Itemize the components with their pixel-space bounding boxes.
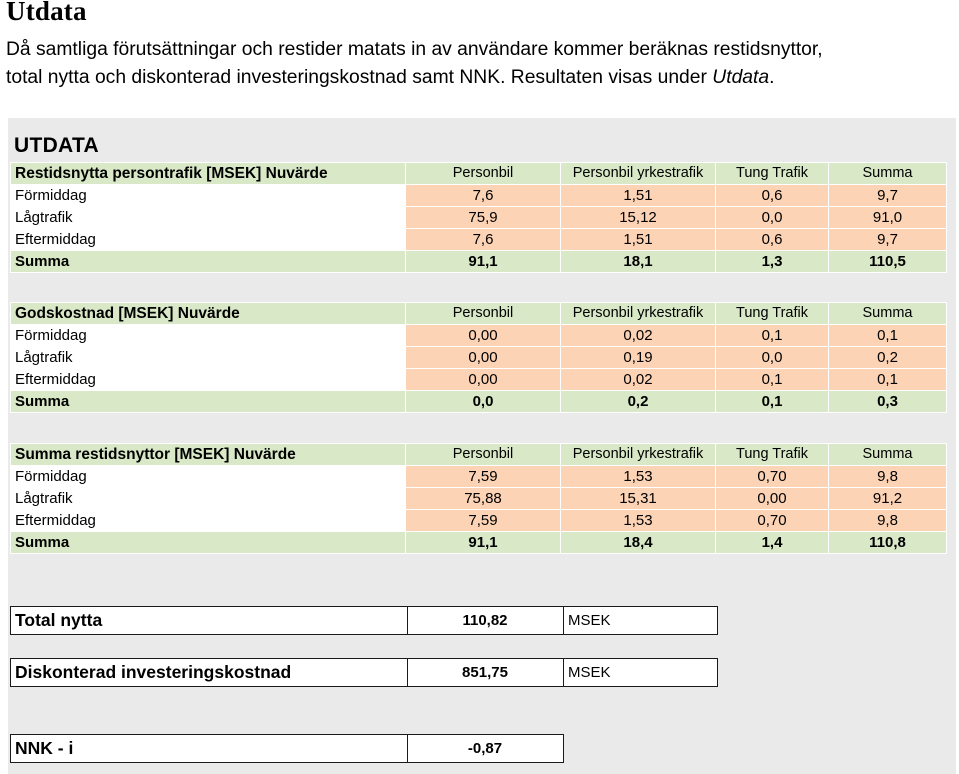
table-header-row bbox=[11, 163, 947, 185]
column-header: Tung Trafik bbox=[716, 444, 829, 466]
cell-value: 91,0 bbox=[829, 207, 947, 229]
cell-value: 0,00 bbox=[406, 325, 561, 347]
sum-row bbox=[11, 532, 947, 554]
row-label: Eftermiddag bbox=[11, 229, 406, 251]
cell-value: 9,7 bbox=[829, 229, 947, 251]
table-row bbox=[11, 325, 947, 347]
table-row bbox=[11, 347, 947, 369]
table-title: Restidsnytta persontrafik [MSEK] Nuvärde bbox=[11, 163, 406, 185]
sum-value: 1,3 bbox=[716, 251, 829, 273]
column-header: Summa bbox=[829, 303, 947, 325]
table-header-row bbox=[11, 444, 947, 466]
cell-value: 0,0 bbox=[716, 207, 829, 229]
cell-value: 0,1 bbox=[716, 369, 829, 391]
table-row bbox=[11, 185, 947, 207]
table-row bbox=[11, 466, 947, 488]
sum-value: 91,1 bbox=[406, 251, 561, 273]
table-row bbox=[11, 229, 947, 251]
table-row bbox=[11, 369, 947, 391]
table-row bbox=[11, 510, 947, 532]
cell-value: 0,00 bbox=[716, 488, 829, 510]
cell-value: 9,7 bbox=[829, 185, 947, 207]
row-label: Förmiddag bbox=[11, 325, 406, 347]
column-header: Summa bbox=[829, 163, 947, 185]
intro-line-1: Då samtliga förutsättningar och restider matats in av användare kommer beräknas restidsnyttor, bbox=[6, 39, 823, 60]
cell-value: 7,59 bbox=[406, 466, 561, 488]
table-row bbox=[11, 207, 947, 229]
cell-value: 0,0 bbox=[716, 347, 829, 369]
cell-value: 0,1 bbox=[716, 325, 829, 347]
cell-value: 0,2 bbox=[829, 347, 947, 369]
sum-value: 1,4 bbox=[716, 532, 829, 554]
sum-value: 0,2 bbox=[561, 391, 716, 413]
sum-value: 0,0 bbox=[406, 391, 561, 413]
diskonterad-unit: MSEK bbox=[568, 664, 611, 681]
table-header-row bbox=[11, 303, 947, 325]
sum-label: Summa bbox=[11, 391, 406, 413]
column-header: Tung Trafik bbox=[716, 303, 829, 325]
cell-value: 0,00 bbox=[406, 347, 561, 369]
cell-value: 0,1 bbox=[829, 325, 947, 347]
column-header: Personbil bbox=[406, 163, 561, 185]
godskostnad-table bbox=[10, 302, 947, 413]
cell-value: 15,12 bbox=[561, 207, 716, 229]
nnk-label: NNK - i bbox=[15, 738, 74, 758]
intro-period: . bbox=[769, 67, 775, 88]
cell-value: 9,8 bbox=[829, 466, 947, 488]
cell-value: 7,6 bbox=[406, 185, 561, 207]
sum-row bbox=[11, 391, 947, 413]
restidsnytta-table bbox=[10, 162, 947, 273]
row-label: Förmiddag bbox=[11, 185, 406, 207]
total-nytta-label: Total nytta bbox=[15, 610, 103, 630]
intro-emphasis: Utdata bbox=[712, 67, 770, 88]
sum-value: 110,8 bbox=[829, 532, 947, 554]
sum-row bbox=[11, 251, 947, 273]
diskonterad-value: 851,75 bbox=[462, 664, 508, 681]
cell-value: 91,2 bbox=[829, 488, 947, 510]
sum-value: 91,1 bbox=[406, 532, 561, 554]
sum-value: 18,1 bbox=[561, 251, 716, 273]
column-header: Tung Trafik bbox=[716, 163, 829, 185]
nnk-box bbox=[10, 734, 564, 763]
intro-line-2: total nytta och diskonterad investeringskostnad samt NNK. Resultaten visas under bbox=[6, 67, 713, 88]
cell-value: 1,53 bbox=[561, 510, 716, 532]
total-nytta-box bbox=[10, 606, 718, 635]
sum-label: Summa bbox=[11, 251, 406, 273]
cell-value: 7,6 bbox=[406, 229, 561, 251]
cell-value: 0,6 bbox=[716, 185, 829, 207]
table-title: Summa restidsnyttor [MSEK] Nuvärde bbox=[11, 444, 406, 466]
cell-value: 0,6 bbox=[716, 229, 829, 251]
cell-value: 9,8 bbox=[829, 510, 947, 532]
cell-value: 0,00 bbox=[406, 369, 561, 391]
nnk-value: -0,87 bbox=[467, 740, 503, 757]
column-header: Personbil yrkestrafik bbox=[561, 303, 716, 325]
row-label: Eftermiddag bbox=[11, 510, 406, 532]
cell-value: 0,02 bbox=[561, 325, 716, 347]
column-header: Personbil yrkestrafik bbox=[561, 163, 716, 185]
diskonterad-box bbox=[10, 658, 718, 687]
cell-value: 75,88 bbox=[406, 488, 561, 510]
row-label: Lågtrafik bbox=[11, 488, 406, 510]
sum-value: 0,1 bbox=[716, 391, 829, 413]
cell-value: 0,70 bbox=[716, 510, 829, 532]
sum-value: 0,3 bbox=[829, 391, 947, 413]
cell-value: 0,19 bbox=[561, 347, 716, 369]
cell-value: 75,9 bbox=[406, 207, 561, 229]
total-nytta-unit: MSEK bbox=[568, 612, 611, 629]
sum-value: 110,5 bbox=[829, 251, 947, 273]
row-label: Lågtrafik bbox=[11, 347, 406, 369]
cell-value: 1,53 bbox=[561, 466, 716, 488]
cell-value: 0,02 bbox=[561, 369, 716, 391]
cell-value: 0,70 bbox=[716, 466, 829, 488]
row-label: Lågtrafik bbox=[11, 207, 406, 229]
row-label: Eftermiddag bbox=[11, 369, 406, 391]
cell-value: 15,31 bbox=[561, 488, 716, 510]
cell-value: 7,59 bbox=[406, 510, 561, 532]
section-heading: Utdata bbox=[6, 0, 87, 26]
row-label: Förmiddag bbox=[11, 466, 406, 488]
table-row bbox=[11, 488, 947, 510]
sheet-title: UTDATA bbox=[14, 134, 100, 157]
column-header: Personbil bbox=[406, 444, 561, 466]
cell-value: 1,51 bbox=[561, 185, 716, 207]
column-header: Personbil bbox=[406, 303, 561, 325]
diskonterad-label: Diskonterad investeringskostnad bbox=[15, 662, 292, 682]
cell-value: 0,1 bbox=[829, 369, 947, 391]
table-title: Godskostnad [MSEK] Nuvärde bbox=[11, 303, 406, 325]
column-header: Summa bbox=[829, 444, 947, 466]
intro-paragraph bbox=[6, 36, 956, 92]
total-nytta-value: 110,82 bbox=[462, 612, 508, 629]
column-header: Personbil yrkestrafik bbox=[561, 444, 716, 466]
sum-label: Summa bbox=[11, 532, 406, 554]
summa-restidsnyttor-table bbox=[10, 443, 947, 554]
cell-value: 1,51 bbox=[561, 229, 716, 251]
sum-value: 18,4 bbox=[561, 532, 716, 554]
